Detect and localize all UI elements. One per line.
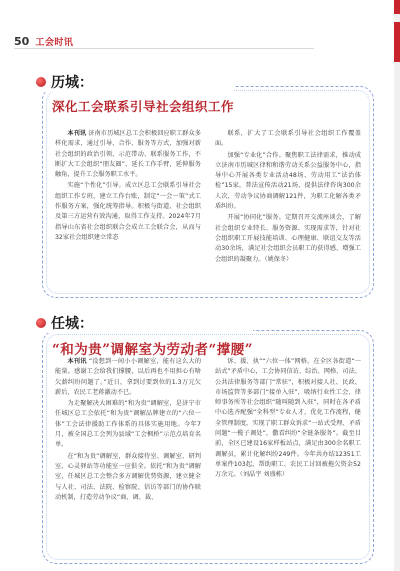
header-rule [14,48,314,49]
reporter-tag: 本刊讯 [67,130,87,137]
page-number: 50 [14,34,30,48]
bullet-dot-icon [36,318,46,328]
paragraph-text: “没想到一间小小调解室，能有这么大的能量。感谢工会给我们撑腰，以后再也不用担心有啥欠薪纠纷问题了。”近日，拿到讨要到位的1.3万元欠薪后，农民工老蒋激动不已。 [55,358,202,396]
paragraph-text: 诉、援、执”“六位一体”网格。在全区各街道“一站式”矛盾中心，工会协同信访、综治、网格、司法、公共法律服务等部门“常驻”，积极对接人社、民政、市场监管等多部门“接单入驻”，吸纳行业性工会、律师事务所等社会组织“随叫随到入驻”，同时在各矛盾中心选齐配强“全科型”专业人才，优化工作流程，健全管理制度，实现了职工群众诉求“一站式受理、矛盾问题“一揽子调处”，撒看纠纷“全链条服务”。截至目前，全区已建设16家样板站点，满足由300余名职工调解员，累计化解纠纷249件。今年共办结12351工单案件103起，帮助职工、农民工讨回被拖欠资金52万余元。（刘晶宇 刘盛栋） [215,358,361,479]
paragraph [215,129,361,150]
reporter-tag: 本刊讯 [67,358,87,365]
paragraph-text: 实施“个性化”引导。成立区总工会联系引导社会组织工作专班，建立工作台账，制定“一会一策”式工作服务方案，强化统筹指导。积极与街道、社会组织及第三方运营有效沟通，取得工作支持。2024年7月指导山东省社会组织联合会成立工会联合会，从而与32家社会组织建立常态 [55,182,201,241]
article-2-place [36,313,253,333]
paragraph [215,357,361,481]
edge-accent [394,22,400,62]
edge-accent-top [394,0,400,14]
article-1-place-label: 历城： [51,75,93,91]
article-1-headline: 深化工会联系引导社会组织工作 [52,99,235,114]
article-2 [42,330,374,564]
paragraph [55,181,201,243]
article-2-title [36,313,253,358]
paragraph-text: 加强“专业化”合作。聚焦职工法律需求，推动成立济南市历城区律和和谐劳动关系公益服务中心，指导中心开展各类专业活动48场、劳动用工“法治体检”15家，普法宣传活动21场，提供法律咨询300余人次，劳动争议协商调解121件，为职工化解各类矛盾纠纷。 [215,151,361,211]
article-2-headline: “和为贵”调解室为劳动者“撑腰” [52,342,254,358]
paragraph-text: 在“和为贵”调解室，群众接待室、调解室、研判室、心灵驿站等功能室一应俱全。依托“和为贵”调解室，任城区总工会整合多方调解优势资源，建立健全与人社、司法、法院、检察院、信访等部门的协作联动机制，打造劳动争议“商、调、裁、 [55,452,201,501]
paragraph [215,213,361,264]
article-1-title [36,72,234,115]
page-edge-bar [394,0,400,571]
paragraph-text: 联系，扩大了工会联系引导社会组织工作覆盖面。 [215,130,361,148]
article-2-col-1 [55,357,201,504]
paragraph [55,399,201,450]
article-2-body [55,357,361,504]
article-2-place-label: 任城： [51,316,93,332]
paragraph [215,151,361,213]
paragraph [55,357,201,398]
section-name: 工会时讯 [35,37,74,48]
paragraph [55,452,201,503]
paragraph-text: 济南市历城区总工会积极回应职工群众多样化需求，通过引导、合作、服务等方式，加强对新社会组织的政治引领、示范带动、联系服务工作，不断扩大工会组织“朋友圈”，延长工作手臂，延伸服务触角，提升工会服务职工水平。 [55,130,202,179]
bullet-dot-icon [36,77,46,87]
article-1-place [36,72,234,92]
article-2-col-2 [215,357,361,504]
article-1-col-1 [55,129,201,266]
article-1 [42,86,374,298]
page-header [14,33,73,49]
paragraph-text: 为走聚解决大困难的“和为贵”调解室，是济宁市任城区总工会依托“和为贵”调解品牌建立的“六位一体”工会法律援助工作体系的具体实施用地。今年7月，被全国总工会列为县域“工会枫桥”示范点培育名单。 [55,400,201,449]
article-1-col-2 [215,129,361,266]
paragraph-text: 开展“协同化”服务。定期召开交流座谈会，了解社会组织专业特长、服务资源、实现需求等，针对社会组织职工开展技能培训、心理健康、联谊交友等活动30余场，满足社会组织会员职工的获得感、增强工会组织的凝聚力。（姚保冬） [215,214,361,263]
paragraph [55,129,201,180]
article-1-body [55,129,361,266]
